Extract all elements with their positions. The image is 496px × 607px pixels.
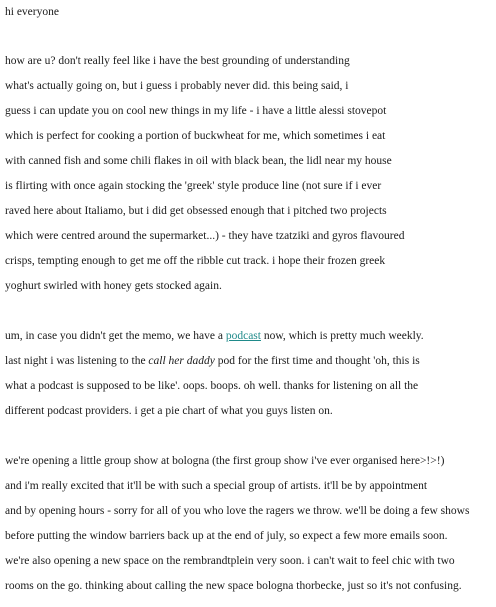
paragraph-line: we're opening a little group show at bologna (the first group show i've ever organised here>!>!) <box>5 455 445 467</box>
paragraph-line: is flirting with once again stocking the 'greek' style produce line (not sure if i ever <box>5 180 382 192</box>
greeting: hi everyone <box>5 6 59 18</box>
text-segment: now, which is pretty much weekly. <box>260 330 424 342</box>
text-segment: pod for the first time and thought 'oh, this is <box>214 355 420 367</box>
paragraph-line: what a podcast is supposed to be like'. oops. boops. oh well. thanks for listening on all the <box>5 380 419 392</box>
paragraph-line: and by opening hours - sorry for all of you who love the ragers we throw. we'll be doing a few shows <box>5 505 470 517</box>
paragraph-line: with canned fish and some chili flakes in oil with black bean, the lidl near my house <box>5 155 392 167</box>
paragraph-line: which were centred around the supermarket...) - they have tzatziki and gyros flavoured <box>5 230 405 242</box>
text-segment: um, in case you didn't get the memo, we have a <box>5 330 226 342</box>
paragraph-line: guess i can update you on cool new things in my life - i have a little alessi stovepot <box>5 105 387 117</box>
podcast-title-italic: call her daddy <box>148 355 215 367</box>
podcast-link[interactable]: podcast <box>225 330 261 342</box>
text-segment: last night i was listening to the <box>5 355 149 367</box>
paragraph-line <box>5 329 424 343</box>
paragraph-line: crisps, tempting enough to get me off the ribble cut track. i hope their frozen greek <box>5 255 386 267</box>
paragraph-line: rooms on the go. thinking about calling the new space bologna thorbecke, just so it's not confusing. <box>5 580 462 592</box>
paragraph-line <box>5 354 420 368</box>
paragraph-line: yoghurt swirled with honey gets stocked again. <box>5 280 222 292</box>
paragraph-line: what's actually going on, but i guess i probably never did. this being said, i <box>5 80 349 92</box>
paragraph-line: which is perfect for cooking a portion of buckwheat for me, which sometimes i eat <box>5 130 386 142</box>
paragraph-line: different podcast providers. i get a pie chart of what you guys listen on. <box>5 405 333 417</box>
paragraph-line: before putting the window barriers back up at the end of july, so expect a few more emails soon. <box>5 530 448 542</box>
paragraph-line: and i'm really excited that it'll be with such a special group of artists. it'll be by appointment <box>5 480 428 492</box>
paragraph-line: raved here about Italiamo, but i did get obsessed enough that i pitched two projects <box>5 205 387 217</box>
paragraph-line: how are u? don't really feel like i have the best grounding of understanding <box>5 55 350 67</box>
paragraph-line: we're also opening a new space on the rembrandtplein very soon. i can't wait to feel chic with two <box>5 555 455 567</box>
